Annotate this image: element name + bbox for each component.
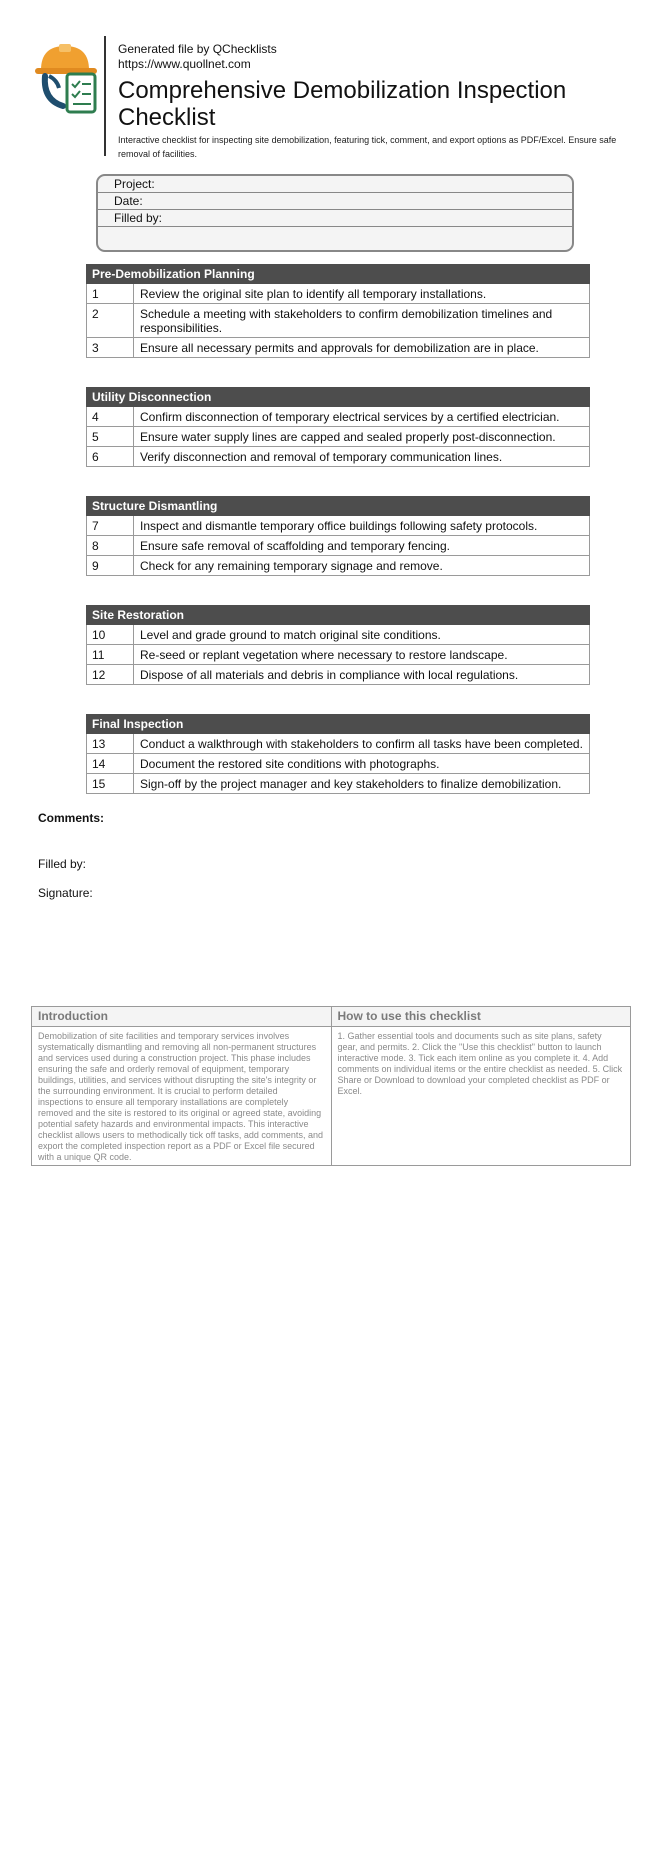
item-number: 2: [87, 304, 134, 337]
item-text: Level and grade ground to match original site conditions.: [140, 628, 441, 642]
section-title: Site Restoration: [86, 605, 590, 625]
checklist-item[interactable]: [86, 645, 590, 665]
date-field[interactable]: Date:: [98, 193, 572, 210]
how-to-text: 1. Gather essential tools and documents such as site plans, safety gear, and permits. 2. Click the "Use this checklist" button to launch interactive mode. 3. Tick each item online as you complete it. 4. Add comments on individual items or the entire checklist as needed. 5. Click Share or Download to download your completed checklist as PDF or Excel.: [337, 1031, 623, 1096]
checklist-item[interactable]: [86, 284, 590, 304]
item-number: 4: [87, 407, 134, 426]
how-to-panel: [331, 1007, 631, 1165]
section-final-inspection: [86, 714, 590, 794]
checklist-item[interactable]: [86, 516, 590, 536]
item-number: 9: [87, 556, 134, 575]
section-title: Structure Dismantling: [86, 496, 590, 516]
item-text: Document the restored site conditions with photographs.: [140, 757, 440, 771]
section-title: Utility Disconnection: [86, 387, 590, 407]
section-pre-demobilization-planning: [86, 264, 590, 358]
page-title: Comprehensive Demobilization Inspection Checklist: [118, 77, 567, 131]
document-header: [33, 36, 633, 159]
item-number: 10: [87, 625, 134, 644]
checklist-item[interactable]: [86, 774, 590, 794]
item-text: Check for any remaining temporary signage and remove.: [140, 559, 443, 573]
info-empty-row: [98, 227, 572, 244]
comments-label: Comments:: [38, 811, 105, 825]
page-description: Interactive checklist for inspecting site demobilization, featuring tick, comment, and export options as PDF/Excel. Ensure safe removal of facilities.: [118, 135, 617, 159]
item-number: 13: [87, 734, 134, 753]
item-text: Ensure safe removal of scaffolding and temporary fencing.: [140, 539, 450, 553]
item-text: Re-seed or replant vegetation where necessary to restore landscape.: [140, 648, 508, 662]
introduction-text: Demobilization of site facilities and temporary services involves systematically dismantling and removing all non-permanent structures and services used during a construction project. This phase includes ensuring the safe and orderly removal of equipment, temporary buildings, utilities, and services without disrupting the site's integrity or the surrounding environment. It is crucial to perform detailed inspections to ensure all temporary installations are completely removed and the site is restored to its original or agreed state, avoiding potential safety hazards and environmental impacts. This interactive checklist allows users to methodically tick off tasks, add comments, and export the completed inspection report as a PDF or Excel file secured with a unique QR code.: [38, 1031, 323, 1162]
checklist-item[interactable]: [86, 734, 590, 754]
item-text: Ensure all necessary permits and approvals for demobilization are in place.: [140, 341, 539, 355]
checklist-item[interactable]: [86, 427, 590, 447]
item-text: Sign-off by the project manager and key stakeholders to finalize demobilization.: [140, 777, 562, 791]
safety-helmet-checklist-logo-icon: [33, 40, 105, 118]
how-to-title: How to use this checklist: [332, 1007, 631, 1027]
item-number: 1: [87, 284, 134, 303]
checklist-item[interactable]: [86, 754, 590, 774]
info-panels: [31, 1006, 631, 1166]
checklist-item[interactable]: [86, 304, 590, 338]
checklist-item[interactable]: [86, 665, 590, 685]
section-site-restoration: [86, 605, 590, 685]
item-number: 8: [87, 536, 134, 555]
generated-by-text: Generated file by QChecklists: [118, 42, 277, 56]
item-text: Review the original site plan to identify all temporary installations.: [140, 287, 487, 301]
item-number: 15: [87, 774, 134, 793]
item-text: Inspect and dismantle temporary office buildings following safety protocols.: [140, 519, 538, 533]
checklist-item[interactable]: [86, 407, 590, 427]
checklist-item[interactable]: [86, 447, 590, 467]
section-utility-disconnection: [86, 387, 590, 467]
item-number: 12: [87, 665, 134, 684]
item-text: Conduct a walkthrough with stakeholders to confirm all tasks have been completed.: [140, 737, 583, 751]
item-number: 3: [87, 338, 134, 357]
filled-by-field[interactable]: Filled by:: [98, 210, 572, 227]
introduction-panel: [32, 1007, 331, 1165]
section-title: Pre-Demobilization Planning: [86, 264, 590, 284]
introduction-title: Introduction: [32, 1007, 331, 1027]
item-number: 11: [87, 645, 134, 664]
item-text: Dispose of all materials and debris in compliance with local regulations.: [140, 668, 519, 682]
info-box: [96, 174, 574, 252]
item-text: Confirm disconnection of temporary electrical services by a certified electrician.: [140, 410, 560, 424]
checklist-item[interactable]: [86, 338, 590, 358]
checklist-item[interactable]: [86, 556, 590, 576]
header-text: [118, 42, 628, 161]
item-number: 6: [87, 447, 134, 466]
item-text: Ensure water supply lines are capped and sealed properly post-disconnection.: [140, 430, 556, 444]
website-link[interactable]: https://www.quollnet.com: [118, 57, 251, 71]
filled-by-label: Filled by:: [38, 857, 87, 871]
item-text: Verify disconnection and removal of temporary communication lines.: [140, 450, 503, 464]
item-number: 14: [87, 754, 134, 773]
item-text: Schedule a meeting with stakeholders to confirm demobilization timelines and responsibilities.: [140, 307, 553, 335]
signature-label: Signature:: [38, 886, 93, 900]
item-number: 5: [87, 427, 134, 446]
project-field[interactable]: Project:: [98, 176, 572, 193]
header-divider: [104, 36, 106, 156]
checklist-item[interactable]: [86, 625, 590, 645]
section-title: Final Inspection: [86, 714, 590, 734]
item-number: 7: [87, 516, 134, 535]
section-structure-dismantling: [86, 496, 590, 576]
checklist-item[interactable]: [86, 536, 590, 556]
